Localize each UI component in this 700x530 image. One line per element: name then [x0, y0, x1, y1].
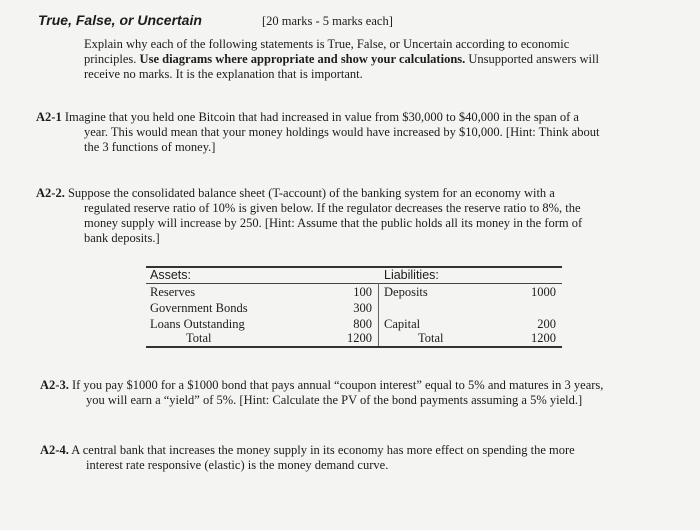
question-a2-2-line-4: bank deposits.]	[84, 231, 160, 245]
asset-value-reserves: 100	[353, 285, 372, 299]
question-a2-2-line-2: regulated reserve ratio of 10% is given below. If the regulator decreases the reserve ratio to 8%, the	[84, 201, 581, 215]
question-label: A2-4.	[40, 443, 69, 457]
assets-header: Assets:	[150, 268, 191, 282]
liability-value-capital: 200	[537, 317, 556, 331]
instructions-line-1: Explain why each of the following statements is True, False, or Uncertain according to economic	[84, 37, 570, 51]
asset-label-reserves: Reserves	[150, 285, 196, 299]
liability-value-deposits: 1000	[531, 285, 556, 299]
instructions-text-tail: Unsupported answers will	[465, 52, 599, 66]
question-text: If you pay $1000 for a $1000 bond that pays annual “coupon interest” equal to 5% and matures in 3 years,	[71, 378, 604, 392]
question-a2-1-line-3: the 3 functions of money.]	[84, 140, 216, 154]
question-a2-2-line-3: money supply will increase by 250. [Hint: Assume that the public holds all its money in the form of	[84, 216, 583, 230]
question-a2-4-line-1	[40, 443, 690, 458]
table-rule-bottom	[146, 346, 562, 348]
asset-label-gov-bonds: Government Bonds	[150, 301, 248, 315]
question-a2-4-line-2: interest rate responsive (elastic) is the money demand curve.	[86, 458, 389, 472]
liability-label-deposits: Deposits	[384, 285, 428, 299]
marks-note: [20 marks - 5 marks each]	[262, 14, 393, 28]
question-label: A2-3.	[40, 378, 69, 392]
question-a2-4	[40, 443, 690, 473]
question-a2-3-line-1	[40, 378, 690, 393]
question-label: A2-2.	[36, 186, 65, 200]
asset-label-loans: Loans Outstanding	[150, 317, 245, 331]
question-a2-2	[36, 186, 676, 246]
table-rule-top	[146, 266, 562, 268]
instructions-emphasis: Use diagrams where appropriate and show your calculations.	[139, 52, 466, 66]
question-a2-3	[40, 378, 690, 408]
instructions-line-2	[84, 52, 684, 67]
question-a2-1-line-1	[36, 110, 676, 125]
liability-label-total: Total	[418, 331, 444, 345]
section-title: True, False, or Uncertain	[38, 12, 202, 28]
asset-value-total: 1200	[347, 331, 372, 345]
liabilities-header: Liabilities:	[384, 268, 439, 282]
question-label: A2-1	[36, 110, 62, 124]
table-divider	[378, 283, 379, 346]
asset-value-loans: 800	[353, 317, 372, 331]
question-text: A central bank that increases the money supply in its economy has more effect on spending the more	[71, 443, 575, 457]
liability-label-capital: Capital	[384, 317, 421, 331]
question-text: Suppose the consolidated balance sheet (T-account) of the banking system for an economy with a	[67, 186, 555, 200]
instructions-line-3: receive no marks. It is the explanation that is important.	[84, 67, 363, 81]
t-account-table	[146, 264, 562, 354]
instructions-text: principles.	[84, 52, 140, 66]
asset-value-gov-bonds: 300	[353, 301, 372, 315]
question-a2-1	[36, 110, 676, 155]
asset-label-total: Total	[186, 331, 212, 345]
question-a2-1-line-2: year. This would mean that your money holdings would have increased by $10,000. [Hint: Think about	[84, 125, 600, 139]
liability-value-total: 1200	[531, 331, 556, 345]
question-text: Imagine that you held one Bitcoin that had increased in value from $30,000 to $40,000 in the span of a	[64, 110, 579, 124]
instructions	[84, 37, 684, 82]
question-a2-3-line-2: you will earn a “yield” of 5%. [Hint: Calculate the PV of the bond payments assuming a 5% yield.]	[86, 393, 583, 407]
question-a2-2-line-1	[36, 186, 676, 201]
table-rule-header	[146, 283, 562, 284]
